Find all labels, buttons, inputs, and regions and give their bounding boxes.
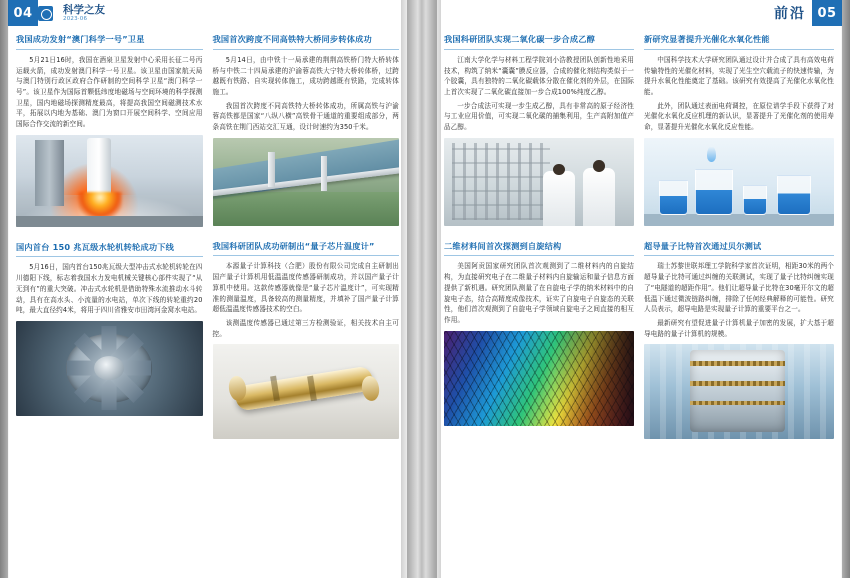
article-bridge-rotation bbox=[213, 34, 400, 234]
article-headline: 我国首次跨度不同高铁特大桥同步转体成功 bbox=[213, 34, 400, 50]
bridge-aerial-photo bbox=[213, 138, 400, 226]
scientist-figure bbox=[543, 171, 575, 226]
beaker bbox=[777, 175, 811, 215]
article-body bbox=[213, 261, 400, 339]
magazine-issue: 2023·06 bbox=[63, 16, 88, 22]
article-photocatalytic-oxidation bbox=[644, 34, 834, 234]
beaker bbox=[743, 185, 768, 215]
article-headline: 新研究显著提升光催化水氧化性能 bbox=[644, 34, 834, 50]
article-quantum-thermometer bbox=[213, 241, 400, 448]
article-paragraph: 一步合成法可实现一步生成乙醇，具有非常高的原子经济性与工业应用价值，可实现二氧化碳的捕集利用，生产高附加值产品乙醇。 bbox=[444, 101, 634, 131]
page-gutter-shadow bbox=[401, 0, 441, 578]
left-page-header bbox=[8, 0, 407, 26]
magazine-logo-icon bbox=[38, 6, 53, 21]
right-edge-shadow bbox=[841, 0, 850, 578]
article-co2-to-ethanol bbox=[444, 34, 634, 234]
right-column-2 bbox=[644, 34, 834, 572]
article-paragraph: 此外，团队通过表面电荷调控，在原位谱学手段下获得了对光催化水氧化反应机理的新认识，显著提升了光催化剂的使用寿命，显著提升光催化水氧化反应性能。 bbox=[644, 101, 834, 131]
rocket-launch-photo bbox=[16, 135, 203, 227]
article-headline: 国内首台 150 兆瓦级水轮机转轮成功下线 bbox=[16, 242, 203, 258]
article-macao-satellite bbox=[16, 34, 203, 235]
bridge-pylon bbox=[268, 152, 275, 187]
head bbox=[553, 164, 565, 175]
article-body bbox=[444, 55, 634, 133]
article-body bbox=[644, 261, 834, 339]
article-headline: 我国科研团队实现二氧化碳一步合成乙醇 bbox=[444, 34, 634, 50]
launch-pad-ground bbox=[16, 216, 203, 227]
article-body bbox=[213, 55, 400, 133]
article-body bbox=[16, 55, 203, 130]
article-paragraph: 5月16日，国内首台150兆瓦级大型冲击式水轮机转轮在四川德阳下线，标志着我国水力发电机械关键核心部件实现了“从无到有”的重大突破。冲击式水轮机是借助特殊水流推动水斗转动，具有在高水头、小流量的水电站，单次下线的转轮重约20吨，最大直径约4米，将用于四川省雅安市田湾河金窝水电站。 bbox=[16, 263, 203, 315]
article-2d-spin-structure bbox=[444, 241, 634, 434]
hydro-turbine-runner-photo bbox=[16, 321, 203, 416]
left-column-1 bbox=[16, 34, 203, 572]
quantum-computer-room-photo bbox=[644, 344, 834, 439]
blue-beakers-photo bbox=[644, 138, 834, 226]
article-superconducting-bell-test bbox=[644, 241, 834, 448]
liquid-drop bbox=[707, 146, 717, 162]
bridge-pylon bbox=[321, 156, 328, 191]
article-hydro-turbine bbox=[16, 242, 203, 424]
shadow-overlay bbox=[554, 331, 634, 426]
article-paragraph: 江南大学化学与材料工程学院刘小浩教授团队创新性地采用技术，构筑了纳米“囊囊”膜反应器，合成的催化剂结构类似于一个胶囊，具有独特的二氧化碳载体分散在催化剂的外层，在国际上首次实现了二氧化碳直接加一步合成100%纯度乙醇。 bbox=[444, 55, 634, 96]
article-paragraph: 5月21日16时，我国在酒泉卫星发射中心采用长征二号丙运载火箭，成功发射澳门科学一号卫星。该卫星由国家航天局与澳门特别行政区政府合作研制的空间科学卫星“澳门科学一号”。该卫星作为国际首颗低纬度地磁场与空间环境的科学探测卫星，国内地磁场探测精度最高，将提高我国空间磁测技术水平，拓展以内地为基础、澳门为窗口开展空间科学、空间应用国际合作交流的新空间。 bbox=[16, 55, 203, 128]
cylinder-cap bbox=[360, 375, 380, 402]
article-paragraph: 5月14日，由中铁十一局承建的荆荆高铁桥门特大桥转体桥与中铁二十四局承建的沪渝蓉高铁大宁特大桥转体桥，过跨越既有铁路、自实现转体施工，成功跨越既有铁路，完成转体施工。 bbox=[212, 55, 399, 96]
article-paragraph: 我国首次跨度不同高铁特大桥转体成功，所属高铁与沪渝蓉高铁都是国家“八纵八横”高铁骨干通道的重要组成部分，两条高铁在荆门西站交汇互通，设计时速约为350千米。 bbox=[212, 101, 399, 131]
quantum-chip-photo bbox=[213, 344, 400, 439]
scientist-figure bbox=[583, 168, 615, 226]
section-title: 前沿 bbox=[774, 6, 806, 22]
cryostat-rig bbox=[690, 350, 785, 432]
head bbox=[593, 160, 605, 172]
right-folio-number: 05 bbox=[812, 0, 842, 26]
right-page-header bbox=[437, 0, 842, 26]
farmland bbox=[213, 192, 400, 225]
magazine-masthead bbox=[63, 4, 105, 22]
beaker bbox=[659, 180, 688, 215]
article-paragraph: 本源量子计算科技（合肥）股份有限公司完成自主研制出国产量子计算机用低温温度传感器研制成功，并以国产量子计算机中使用。这款传感器就像是“量子芯片温度计”，可实现精准的测量温度，具备较高的测量精度，并填补了国产量子计算超低温温度传感器技术的空白。 bbox=[212, 262, 399, 314]
article-paragraph: 中国科学技术大学研究团队通过设计并合成了具有高效电荷传输特性的光催化材料，实现了光生空穴载流子的快速传输，为提升水氧化性能奠定了基础。该研究有效提高了光催化水氧化性能。 bbox=[644, 55, 834, 96]
rocket-body bbox=[87, 138, 111, 199]
article-body bbox=[444, 261, 634, 325]
article-headline: 超导量子比特首次通过贝尔测试 bbox=[644, 241, 834, 257]
article-paragraph: 瑞士苏黎世联邦理工学院科学家首次证明，相距30米的两个超导量子比特可通过纠缠的关联测试，实现了量子比特纠缠实现了“电隧道的超距作用”。他们让超导量子比特在30毫开尔文的超低温下通过微波链路纠缠，排除了任何经典解释的可能性。研究人员表示，超导电路是实现量子计算的重要平台之一。 bbox=[644, 262, 834, 314]
article-headline: 我国科研团队成功研制出“量子芯片温度计” bbox=[213, 241, 400, 257]
article-body bbox=[16, 262, 203, 315]
gold-coil bbox=[690, 401, 785, 406]
article-headline: 二维材料间首次探测到自旋结构 bbox=[444, 241, 634, 257]
2d-material-photo bbox=[444, 331, 634, 426]
lab-piping bbox=[452, 143, 551, 220]
gold-coil bbox=[690, 381, 785, 386]
gold-coil bbox=[690, 361, 785, 366]
article-paragraph: 该测温度传感器已通过第三方检测验证，相关技术自主可控。 bbox=[212, 318, 399, 338]
lab-bench bbox=[644, 214, 834, 225]
left-page-columns bbox=[16, 34, 399, 572]
beaker bbox=[695, 169, 733, 215]
right-page-columns bbox=[444, 34, 834, 572]
article-body bbox=[644, 55, 834, 133]
turbine-core bbox=[94, 356, 124, 380]
magazine-title: 科学之友 bbox=[63, 3, 105, 16]
lab-scientists-photo bbox=[444, 138, 634, 226]
left-folio-number: 04 bbox=[8, 0, 38, 26]
left-column-2 bbox=[213, 34, 400, 572]
chip-cylinder bbox=[234, 366, 374, 412]
article-paragraph: 最新研究有望促进量子计算机量子加密的发展，扩大基于超导电路的量子计算机的规模。 bbox=[644, 318, 834, 338]
right-column-1 bbox=[444, 34, 634, 572]
article-paragraph: 美国阿贡国家研究团队首次观测到了二维材料内的自旋结构，为直接研究电子在二维量子材料内自旋输运和量子信息方面提供了新机遇。研究团队测量了在自旋电子学的纳米材料中的自旋电子态，结合高精度成像技术，证实了自旋电子自旋态的关联性，他们首次观测到了自旋电子学领域自旋电子之间直接的相互作用。 bbox=[444, 262, 634, 324]
launch-tower bbox=[35, 140, 65, 206]
article-headline: 我国成功发射“澳门科学一号”卫星 bbox=[16, 34, 203, 50]
